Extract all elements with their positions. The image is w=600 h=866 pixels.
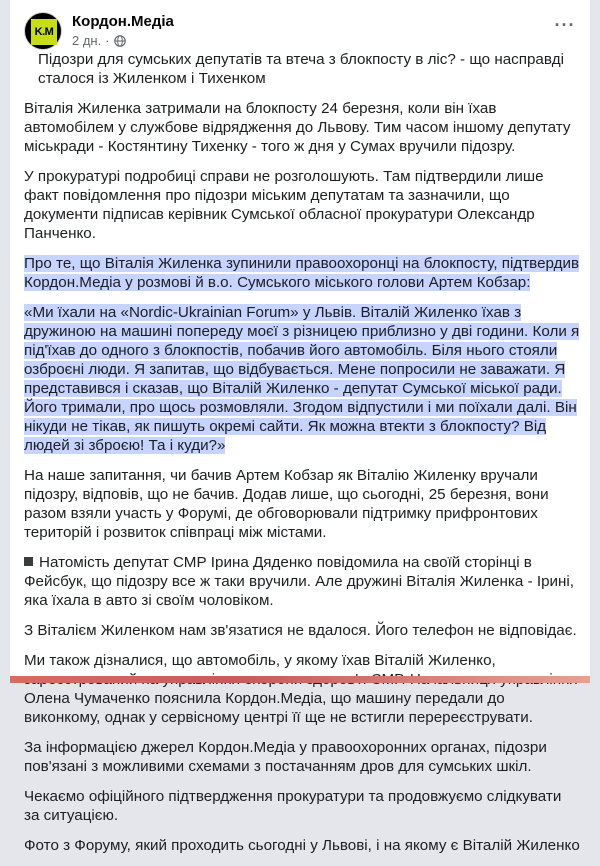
post-paragraph: З Віталієм Жиленком нам зв'язатися не вдалося. Його телефон не відповідає. xyxy=(24,622,577,639)
globe-icon xyxy=(114,35,126,47)
kordon-media-logo: K.M xyxy=(31,19,57,45)
post-paragraph-text: Натомість депутат СМР Ірина Дяденко повідомила на своїй сторінці в Фейсбук, що підозру все ж таки вручили. Але дружині Віталія Жиленка - Ірині, яка їхала в авто зі своїм чоловіком. xyxy=(24,554,574,609)
page-avatar[interactable] xyxy=(24,12,62,50)
post-paragraph: Чекаємо офіційного підтвердження прокуратури та продовжуємо слідкувати за ситуацією. xyxy=(24,788,562,824)
post-headline: Підозри для сумських депутатів та втеча з блокпосту в ліс? - що насправді сталося із Жиленком і Тихенком xyxy=(38,51,565,87)
selected-text: Про те, що Віталія Жиленка зупинили правоохоронці на блокпосту, підтвердив Кордон.Медіа у розмові й в.о. Сумського міського голови Артем Кобзар: xyxy=(24,255,580,291)
post-photo-preview[interactable] xyxy=(10,676,590,683)
post-header xyxy=(10,0,590,56)
more-options-button[interactable]: ··· xyxy=(554,14,576,35)
page-name-link[interactable]: Кордон.Медіа xyxy=(72,13,174,30)
facebook-post xyxy=(10,0,590,854)
post-paragraph: Ми також дізналися, що автомобіль, у якому їхав Віталій Жиленко, Олена Чумаченко пояснила Кордон.Медіа, що машину передали до виконкому, однак у сервісному центрі її ще не встигли перереєструвати. xyxy=(24,652,533,726)
post-paragraph: За інформацією джерел Кордон.Медіа у правоохоронних органах, підозри пов'язані з можливими схемами з постачанням дров для сумських шкіл. xyxy=(24,739,547,775)
post-paragraph-highlighted xyxy=(24,254,580,292)
post-quote-highlighted xyxy=(24,303,580,455)
post-paragraph-bulleted xyxy=(24,553,580,610)
post-paragraph: У прокуратурі подробиці справи не розголошують. Там підтвердили лише факт повідомлення про підозри міським депутатам та зазначили, що документи підписав керівник Сумської обласної прокуратури Олександр Панченко. xyxy=(24,168,544,242)
post-body xyxy=(24,50,580,866)
post-paragraph: На наше запитання, чи бачив Артем Кобзар як Віталію Жиленку вручали підозру, відповів, що не бачив. Додав лише, що сьогодні, 25 березня, вони разом взяли участь у Форумі, де обговорювали підтримку прифронтових територій і розвиток співпраці між містами. xyxy=(24,467,549,541)
selected-text: «Ми їхали на «Nordic-Ukrainian Forum» у Львів. Віталій Жиленко їхав з дружиною на машині попереду моєї з різницею приблизно у дві години. Коли я під'їхав до одного з блокпостів, побачив його автомобіль. Біля нього стояли озброєні люди. Я запитав, що відбувається. Мене попросили не заважати. Я представився і сказав, що Віталій Жиленко - депутат Сумської міської ради. Його тримали, про щось розмовляли. Згодом відпустили і ми поїхали далі. Він нікуди не тікав, як пишуть окремі сайти. Як можна втекти з блокпосту? Від людей зі зброєю! Та і куди?» xyxy=(24,304,580,454)
square-bullet-icon xyxy=(24,557,33,566)
post-timestamp[interactable]: 2 дн. xyxy=(72,33,102,48)
post-paragraph: Фото з Форуму, який проходить сьогодні у Львові, і на якому є Віталій Жиленко xyxy=(24,837,580,854)
post-meta: 2 дн. · xyxy=(72,33,126,48)
post-paragraph: Віталія Жиленка затримали на блокпосту 24 березня, коли він їхав автомобілем у службове відрядження до Львову. Тим часом іншому депутату міськради - Костянтину Тихенку - того ж дня у Сумах вручили підозру. xyxy=(24,100,571,155)
